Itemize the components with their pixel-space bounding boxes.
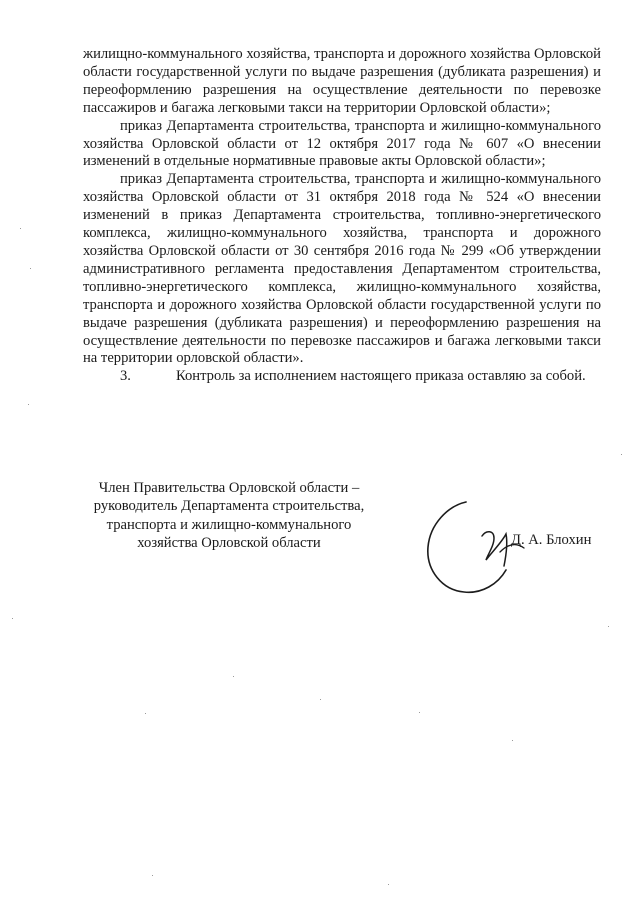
- scan-speck: [512, 740, 513, 741]
- scan-speck: [320, 699, 321, 700]
- scan-speck: [30, 268, 31, 269]
- signatory-title-line-3: транспорта и жилищно-коммунального: [106, 516, 352, 533]
- signatory-title: [84, 479, 374, 553]
- paragraph-continuation: жилищно-коммунального хозяйства, транспорта и дорожного хозяйства Орловской области государственной услуги по выдаче разрешения (дубликата разрешения) и переоформлению разрешения на осуществление деятельности по перевозке пассажиров и багажа легковыми такси на территории Орловской области»;: [83, 46, 601, 116]
- paragraph-order-607: приказ Департамента строительства, транспорта и жилищно-коммунального хозяйства Орловской области от 12 октября 2017 года № 607 «О внесении изменений в отдельные нормативные правовые акты Орловской области»;: [83, 117, 601, 170]
- paragraph-order-524: приказ Департамента строительства, транспорта и жилищно-коммунального хозяйства Орловской области от 31 октября 2018 года № 524 «О внесении изменений в приказ Департамента строительства, топливно-энергетического комплекса, жилищно-коммунального хозяйства, транспорта и дорожного хозяйства Орловской области от 30 сентября 2016 года № 299 «Об утверждении административного регламента предоставления Департаментом строительства, топливно-энергетического комплекса, жилищно-коммунального хозяйства, транспорта и дорожного хозяйства Орловской области государственной услуги по выдаче разрешения (дубликата разрешения) и переоформлению разрешения на осуществление деятельности по перевозке пассажиров и багажа легковыми такси на территории орловской области».: [83, 171, 601, 367]
- scan-speck: [388, 884, 389, 885]
- list-item-text: Контроль за исполнением настоящего приказа оставляю за собой.: [176, 368, 586, 385]
- scan-speck: [152, 875, 153, 876]
- list-item-3: [83, 368, 601, 386]
- signatory-title-line-2: руководитель Департамента строительства,: [93, 498, 365, 515]
- scan-speck: [145, 713, 146, 714]
- signatory-title-line-1: Член Правительства Орловской области –: [98, 480, 360, 496]
- scan-speck: [20, 228, 21, 229]
- signer-name: Д. А. Блохин: [511, 532, 592, 548]
- scan-speck: [12, 618, 13, 619]
- list-item-number: 3.: [120, 368, 131, 385]
- scan-speck: [419, 712, 420, 713]
- scan-speck: [233, 676, 234, 677]
- signatory-title-line-4: хозяйства Орловской области: [137, 535, 321, 552]
- scan-speck: [28, 404, 29, 405]
- scan-speck: [608, 626, 609, 627]
- scan-speck: [621, 454, 622, 455]
- document-body: [83, 46, 601, 386]
